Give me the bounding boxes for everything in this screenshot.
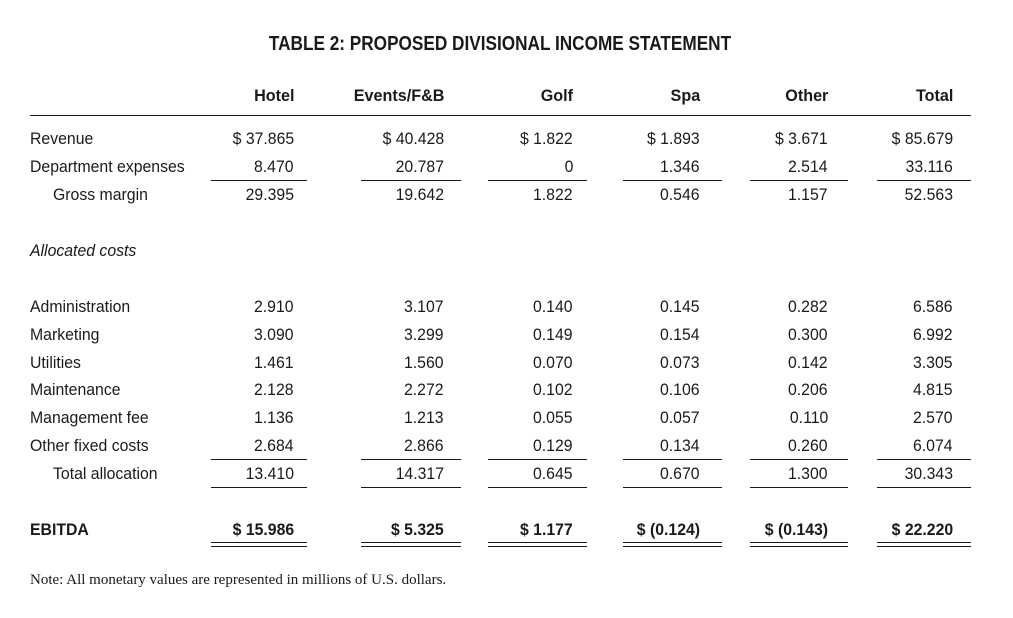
total-rule-total-allocation-other — [750, 487, 848, 488]
cell-administration-events-fb: 3.107 — [404, 297, 444, 316]
cell-marketing-spa: 0.154 — [660, 325, 700, 344]
total-rule-total-allocation-golf — [488, 487, 587, 488]
cell-gross-margin-other: 1.157 — [788, 185, 828, 204]
cell-total-allocation-spa: 0.670 — [660, 464, 700, 483]
cell-management-fee-other: 0.110 — [789, 408, 828, 427]
subtotal-rule-gross-margin-total — [877, 180, 971, 181]
subtotal-rule-total-allocation-total — [877, 459, 971, 460]
subtotal-rule-total-allocation-golf — [488, 459, 587, 460]
double-rule-ebitda-lower-events-fb — [361, 546, 461, 547]
cell-management-fee-spa: 0.057 — [660, 408, 700, 427]
header-total: Total — [915, 86, 953, 105]
footnote: Note: All monetary values are represented in millions of U.S. dollars. — [30, 572, 447, 588]
table-title: TABLE 2: PROPOSED DIVISIONAL INCOME STATEMENT — [268, 33, 732, 55]
cell-total-allocation-total: 30.343 — [904, 464, 953, 483]
label-revenue: Revenue — [30, 129, 94, 148]
total-rule-total-allocation-events-fb — [361, 487, 461, 488]
header-spa: Spa — [670, 86, 700, 105]
label-total-allocation: Total allocation — [53, 464, 158, 483]
subtotal-rule-gross-margin-spa — [623, 180, 722, 181]
label-ebitda: EBITDA — [30, 520, 89, 539]
cell-ebitda-golf: $ 1.177 — [520, 520, 573, 539]
label-management-fee: Management fee — [30, 408, 149, 427]
cell-ebitda-hotel: $ 15.986 — [232, 520, 294, 539]
cell-other-fixed-golf: 0.129 — [533, 436, 573, 455]
cell-gross-margin-total: 52.563 — [904, 185, 953, 204]
cell-revenue-hotel: $ 37.865 — [232, 129, 294, 148]
cell-other-fixed-other: 0.260 — [788, 436, 828, 455]
double-rule-ebitda-upper-total — [877, 542, 971, 543]
cell-utilities-golf: 0.070 — [533, 353, 573, 372]
cell-gross-margin-events-fb: 19.642 — [395, 185, 444, 204]
subtotal-rule-total-allocation-spa — [623, 459, 722, 460]
header-golf: Golf — [540, 86, 573, 105]
header-hotel: Hotel — [253, 86, 294, 105]
cell-ebitda-other: $ (0.143) — [764, 520, 828, 539]
double-rule-ebitda-upper-events-fb — [361, 542, 461, 543]
total-rule-total-allocation-spa — [623, 487, 722, 488]
cell-administration-other: 0.282 — [788, 297, 828, 316]
cell-marketing-hotel: 3.090 — [254, 325, 294, 344]
cell-revenue-other: $ 3.671 — [775, 129, 828, 148]
double-rule-ebitda-upper-other — [750, 542, 848, 543]
cell-administration-spa: 0.145 — [660, 297, 700, 316]
label-allocated-costs: Allocated costs — [30, 241, 137, 260]
cell-utilities-events-fb: 1.560 — [404, 353, 444, 372]
header-other: Other — [784, 86, 828, 105]
header-events-fb: Events/F&B — [353, 86, 444, 105]
label-marketing: Marketing — [30, 325, 100, 344]
cell-total-allocation-golf: 0.645 — [533, 464, 573, 483]
cell-gross-margin-spa: 0.546 — [660, 185, 700, 204]
subtotal-rule-total-allocation-events-fb — [361, 459, 461, 460]
cell-marketing-other: 0.300 — [788, 325, 828, 344]
double-rule-ebitda-lower-other — [750, 546, 848, 547]
total-rule-total-allocation-hotel — [211, 487, 307, 488]
cell-total-allocation-hotel: 13.410 — [245, 464, 294, 483]
cell-other-fixed-events-fb: 2.866 — [404, 436, 444, 455]
cell-revenue-events-fb: $ 40.428 — [382, 129, 444, 148]
cell-revenue-spa: $ 1.893 — [647, 129, 700, 148]
cell-gross-margin-golf: 1.822 — [533, 185, 573, 204]
cell-utilities-other: 0.142 — [788, 353, 828, 372]
cell-management-fee-golf: 0.055 — [533, 408, 573, 427]
total-rule-total-allocation-total — [877, 487, 971, 488]
cell-revenue-golf: $ 1.822 — [520, 129, 573, 148]
cell-revenue-total: $ 85.679 — [891, 129, 953, 148]
cell-utilities-spa: 0.073 — [660, 353, 700, 372]
cell-maintenance-spa: 0.106 — [660, 380, 700, 399]
header-rule — [30, 115, 971, 116]
cell-ebitda-total: $ 22.220 — [891, 520, 953, 539]
cell-utilities-total: 3.305 — [913, 353, 953, 372]
subtotal-rule-gross-margin-other — [750, 180, 848, 181]
cell-management-fee-events-fb: 1.213 — [404, 408, 444, 427]
cell-dept-expenses-events-fb: 20.787 — [395, 157, 444, 176]
subtotal-rule-gross-margin-events-fb — [361, 180, 461, 181]
cell-management-fee-hotel: 1.136 — [254, 408, 294, 427]
cell-administration-total: 6.586 — [913, 297, 953, 316]
cell-administration-golf: 0.140 — [533, 297, 573, 316]
subtotal-rule-gross-margin-hotel — [211, 180, 307, 181]
subtotal-rule-gross-margin-golf — [488, 180, 587, 181]
cell-dept-expenses-spa: 1.346 — [660, 157, 700, 176]
cell-administration-hotel: 2.910 — [254, 297, 294, 316]
label-utilities: Utilities — [30, 353, 81, 372]
cell-management-fee-total: 2.570 — [913, 408, 953, 427]
label-gross-margin: Gross margin — [53, 185, 148, 204]
double-rule-ebitda-lower-golf — [488, 546, 587, 547]
subtotal-rule-total-allocation-hotel — [211, 459, 307, 460]
double-rule-ebitda-upper-spa — [623, 542, 722, 543]
cell-total-allocation-other: 1.300 — [788, 464, 828, 483]
label-department-expenses: Department expenses — [30, 157, 185, 176]
cell-total-allocation-events-fb: 14.317 — [395, 464, 444, 483]
double-rule-ebitda-upper-hotel — [211, 542, 307, 543]
cell-other-fixed-hotel: 2.684 — [254, 436, 294, 455]
cell-maintenance-other: 0.206 — [788, 380, 828, 399]
label-other-fixed-costs: Other fixed costs — [30, 436, 149, 455]
cell-other-fixed-spa: 0.134 — [660, 436, 700, 455]
cell-utilities-hotel: 1.461 — [254, 353, 294, 372]
cell-gross-margin-hotel: 29.395 — [245, 185, 294, 204]
subtotal-rule-total-allocation-other — [750, 459, 848, 460]
cell-dept-expenses-golf: 0 — [564, 157, 573, 176]
cell-maintenance-total: 4.815 — [913, 380, 953, 399]
cell-ebitda-events-fb: $ 5.325 — [391, 520, 444, 539]
cell-dept-expenses-total: 33.116 — [905, 157, 953, 176]
cell-ebitda-spa: $ (0.124) — [636, 520, 700, 539]
label-administration: Administration — [30, 297, 131, 316]
label-maintenance: Maintenance — [30, 380, 121, 399]
cell-marketing-total: 6.992 — [913, 325, 953, 344]
double-rule-ebitda-lower-total — [877, 546, 971, 547]
double-rule-ebitda-lower-hotel — [211, 546, 307, 547]
cell-marketing-events-fb: 3.299 — [404, 325, 444, 344]
cell-dept-expenses-hotel: 8.470 — [254, 157, 294, 176]
cell-maintenance-golf: 0.102 — [533, 380, 573, 399]
cell-dept-expenses-other: 2.514 — [788, 157, 828, 176]
cell-marketing-golf: 0.149 — [533, 325, 573, 344]
double-rule-ebitda-lower-spa — [623, 546, 722, 547]
cell-maintenance-hotel: 2.128 — [254, 380, 294, 399]
cell-other-fixed-total: 6.074 — [913, 436, 953, 455]
cell-maintenance-events-fb: 2.272 — [404, 380, 444, 399]
double-rule-ebitda-upper-golf — [488, 542, 587, 543]
